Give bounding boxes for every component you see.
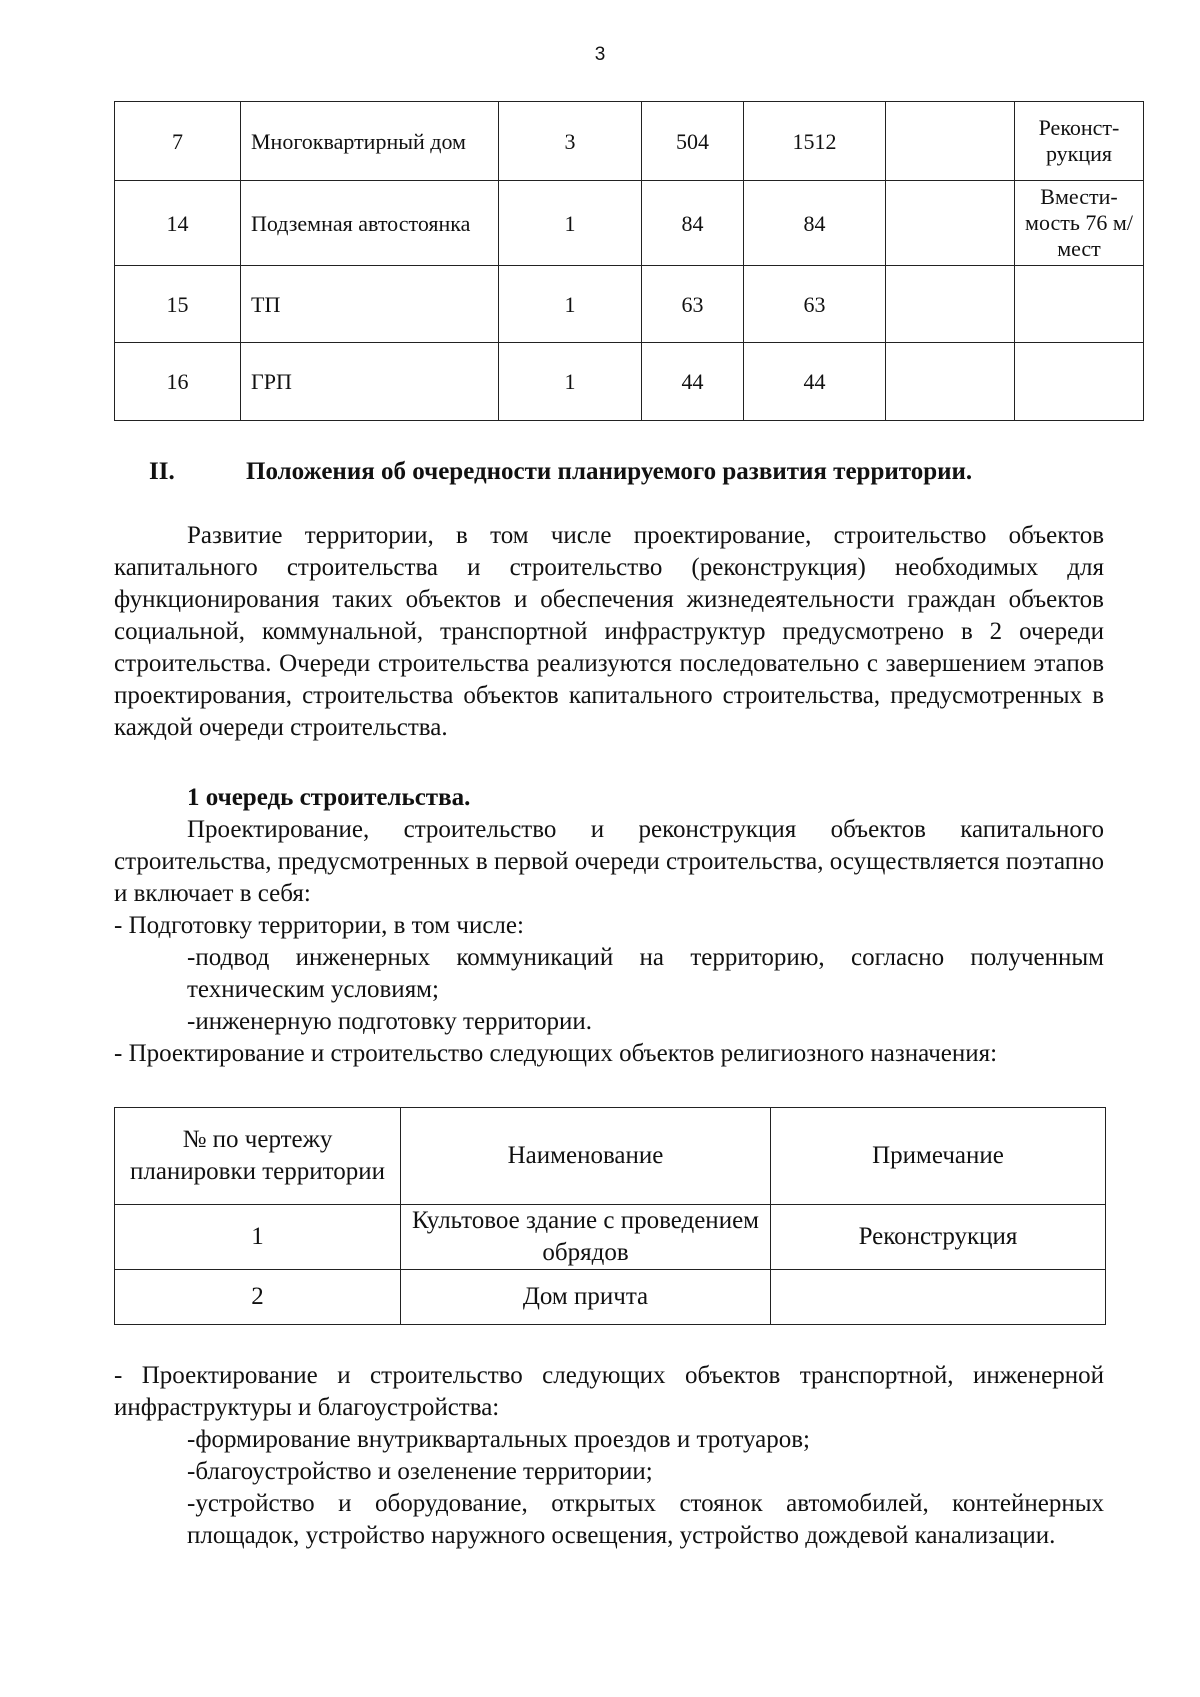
transport-line: - Проектирование и строительство следующих объектов транспортной, инженерной инфраструктуры и благоустройства:: [114, 1362, 1104, 1421]
section-number: II.: [149, 458, 175, 485]
section-heading: [149, 458, 972, 486]
header-cell: Примечание: [771, 1108, 1106, 1205]
transport-item: -устройство и оборудование, открытых стоянок автомобилей, контейнерных площадок, устройство наружного освещения, устройство дождевой канализации.: [187, 1490, 1104, 1549]
cell-note: [771, 1270, 1106, 1325]
cell-c1: 1: [499, 266, 642, 343]
cell-num: 16: [115, 343, 241, 421]
cell-num: 7: [115, 102, 241, 181]
prep-title: - Подготовку территории, в том числе:: [114, 912, 524, 939]
cell-note: [1015, 266, 1144, 343]
header-cell: Наименование: [401, 1108, 771, 1205]
cell-name: ГРП: [241, 343, 499, 421]
cell-note: Вмести-мость 76 м/мест: [1015, 181, 1144, 266]
section-title: Положения об очередности планируемого развития территории.: [246, 458, 973, 485]
stage1-paragraph: Проектирование, строительство и реконструкция объектов капитального строительства, предусмотренных в первой очереди строительства, осуществляется поэтапно и включает в себя:: [114, 816, 1104, 907]
table-row: [115, 266, 1144, 343]
table-row: [115, 102, 1144, 181]
table-row: [115, 181, 1144, 266]
cell-note: [1015, 343, 1144, 421]
cell-c3: 63: [744, 266, 886, 343]
transport-item: -благоустройство и озеленение территории;: [187, 1458, 653, 1485]
cell-name: Многоквартирный дом: [241, 102, 499, 181]
cell-c1: 1: [499, 181, 642, 266]
table-header-row: [115, 1108, 1106, 1205]
cell-c4: [886, 102, 1015, 181]
cell-c1: 1: [499, 343, 642, 421]
cell-c4: [886, 343, 1015, 421]
cell-c2: 504: [642, 102, 744, 181]
cell-name: Подземная автостоянка: [241, 181, 499, 266]
cell-c2: 84: [642, 181, 744, 266]
transport-item: -формирование внутриквартальных проездов и тротуаров;: [187, 1426, 810, 1453]
cell-num: 2: [115, 1270, 401, 1325]
cell-c3: 44: [744, 343, 886, 421]
cell-note: Реконст-рукция: [1015, 102, 1144, 181]
cell-c1: 3: [499, 102, 642, 181]
cell-c4: [886, 181, 1015, 266]
cell-c4: [886, 266, 1015, 343]
cell-c2: 44: [642, 343, 744, 421]
cell-name: Культовое здание с проведением обрядов: [401, 1205, 771, 1270]
page-number: 3: [594, 44, 606, 65]
stage1-title: 1 очередь строительства.: [187, 784, 471, 811]
cell-num: 1: [115, 1205, 401, 1270]
cell-note: Реконструкция: [771, 1205, 1106, 1270]
cell-num: 14: [115, 181, 241, 266]
objects-table: [114, 101, 1144, 421]
religious-line: - Проектирование и строительство следующих объектов религиозного назначения:: [114, 1040, 998, 1067]
cell-num: 15: [115, 266, 241, 343]
cell-name: ТП: [241, 266, 499, 343]
table-row: [115, 343, 1144, 421]
prep-item: -инженерную подготовку территории.: [187, 1008, 593, 1035]
table-row: [115, 1270, 1106, 1325]
religious-objects-table: [114, 1107, 1106, 1325]
header-cell: № по чертежу планировки территории: [115, 1108, 401, 1205]
prep-item: -подвод инженерных коммуникаций на территорию, согласно полученным техническим условиям;: [187, 944, 1104, 1003]
table-row: [115, 1205, 1106, 1270]
intro-paragraph: Развитие территории, в том числе проектирование, строительство объектов капитального строительства и строительство (реконструкция) необходимых для функционирования таких объектов и обеспечения жизнедеятельности граждан объектов социальной, коммунальной, транспортной инфраструктур предусмотрено в 2 очереди строительства. Очереди строительства реализуются последовательно с завершением этапов проектирования, строительства объектов капитального строительства, предусмотренных в каждой очереди строительства.: [114, 522, 1104, 741]
cell-c2: 63: [642, 266, 744, 343]
cell-c3: 1512: [744, 102, 886, 181]
cell-name: Дом причта: [401, 1270, 771, 1325]
cell-c3: 84: [744, 181, 886, 266]
